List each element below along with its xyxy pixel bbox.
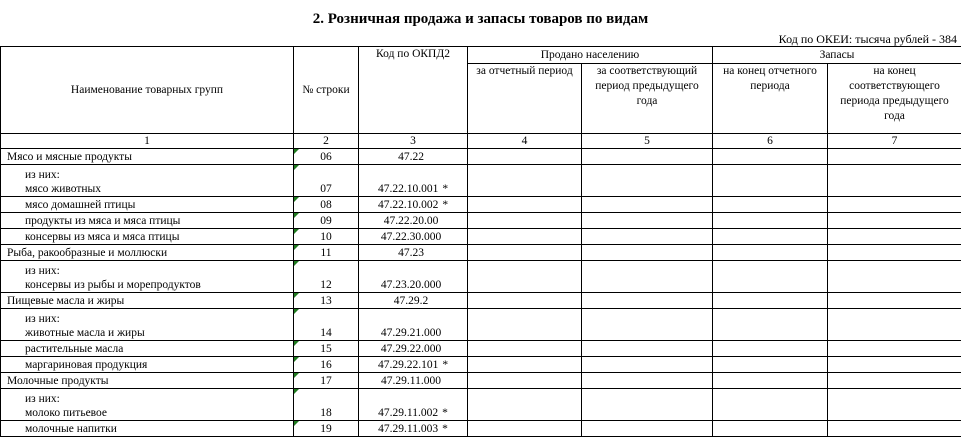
row-number: 16	[320, 359, 332, 371]
row-number: 17	[320, 375, 332, 387]
row-number-cell	[294, 309, 359, 341]
row-asterisk: *	[442, 407, 448, 419]
row-code-cell	[359, 421, 468, 437]
input-stock-previous[interactable]	[828, 341, 961, 357]
row-code: 47.23.20.000	[380, 279, 442, 291]
row-code-cell	[359, 389, 468, 421]
input-sold-previous[interactable]	[582, 341, 713, 357]
row-name: консервы из мяса и мяса птицы	[25, 231, 180, 243]
col-number-5: 5	[582, 134, 713, 149]
row-name: Мясо и мясные продукты	[7, 151, 132, 163]
input-sold-previous[interactable]	[582, 149, 713, 165]
input-sold-previous[interactable]	[582, 229, 713, 245]
input-stock-previous[interactable]	[828, 357, 961, 373]
input-sold-current[interactable]	[468, 261, 582, 293]
input-stock-current[interactable]	[713, 421, 828, 437]
input-sold-previous[interactable]	[582, 421, 713, 437]
row-code: 47.29.21.000	[380, 327, 442, 339]
row-code-cell	[359, 213, 468, 229]
row-code: 47.29.11.002	[378, 407, 439, 419]
row-number: 09	[320, 215, 332, 227]
input-sold-current[interactable]	[468, 341, 582, 357]
input-stock-previous[interactable]	[828, 293, 961, 309]
input-sold-previous[interactable]	[582, 245, 713, 261]
row-code-cell	[359, 341, 468, 357]
row-code-cell	[359, 357, 468, 373]
input-stock-previous[interactable]	[828, 165, 961, 197]
header-okpd2-code: Код по ОКПД2	[359, 47, 468, 134]
header-stock-current: на конец отчетного периода	[713, 64, 828, 134]
cell-marker	[294, 421, 299, 426]
input-stock-current[interactable]	[713, 373, 828, 389]
input-stock-current[interactable]	[713, 293, 828, 309]
row-asterisk	[424, 247, 428, 259]
row-code: 47.29.2	[393, 295, 429, 307]
row-number: 15	[320, 343, 332, 355]
input-stock-previous[interactable]	[828, 373, 961, 389]
row-number: 12	[320, 279, 332, 291]
input-stock-current[interactable]	[713, 389, 828, 421]
input-stock-current[interactable]	[713, 165, 828, 197]
row-number-cell	[294, 213, 359, 229]
row-number-cell	[294, 229, 359, 245]
row-number: 06	[320, 151, 332, 163]
row-asterisk	[424, 151, 428, 163]
row-name-cell	[1, 261, 294, 293]
row-code: 47.23	[398, 247, 424, 259]
input-stock-current[interactable]	[713, 149, 828, 165]
row-name-cell	[1, 213, 294, 229]
row-name-cell	[1, 341, 294, 357]
table-row	[1, 149, 961, 165]
row-asterisk	[441, 343, 445, 355]
row-asterisk: *	[442, 183, 449, 195]
cell-marker	[294, 229, 299, 234]
cell-marker	[294, 261, 299, 266]
row-code: 47.29.22.101	[377, 359, 439, 371]
table-row	[1, 373, 961, 389]
row-name: животные масла и жиры	[25, 327, 145, 339]
input-stock-previous[interactable]	[828, 261, 961, 293]
row-number: 18	[320, 407, 332, 419]
row-asterisk	[441, 327, 445, 339]
row-name: Рыба, ракообразные и моллюски	[7, 247, 168, 259]
row-name: продукты из мяса и мяса птицы	[25, 215, 181, 227]
col-number-4: 4	[468, 134, 582, 149]
input-sold-previous[interactable]	[582, 373, 713, 389]
cell-marker	[294, 357, 299, 362]
row-number-cell	[294, 261, 359, 293]
input-sold-previous[interactable]	[582, 309, 713, 341]
row-number-cell	[294, 421, 359, 437]
table-row	[1, 261, 961, 293]
input-sold-current[interactable]	[468, 245, 582, 261]
input-sold-current[interactable]	[468, 389, 582, 421]
row-number: 08	[320, 199, 332, 211]
form-title: 2. Розничная продажа и запасы товаров по видам	[312, 11, 649, 27]
row-name: Молочные продукты	[7, 375, 109, 387]
header-stock-previous: на конец соответствующего периода предыдущего года	[828, 64, 961, 134]
table-row	[1, 357, 961, 373]
table-row	[1, 341, 961, 357]
table-row	[1, 389, 961, 421]
input-sold-previous[interactable]	[582, 213, 713, 229]
of-which-label: из них:	[25, 313, 60, 325]
input-sold-previous[interactable]	[582, 357, 713, 373]
cell-marker	[294, 245, 299, 250]
row-name-cell	[1, 165, 294, 197]
row-name: молочные напитки	[25, 423, 117, 435]
input-stock-previous[interactable]	[828, 245, 961, 261]
table-row	[1, 421, 961, 437]
header-name: Наименование товарных групп	[1, 47, 294, 134]
table-row	[1, 165, 961, 197]
input-sold-current[interactable]	[468, 421, 582, 437]
row-name-cell	[1, 149, 294, 165]
row-asterisk	[438, 215, 442, 227]
input-stock-previous[interactable]	[828, 421, 961, 437]
row-code: 47.22	[398, 151, 424, 163]
input-sold-previous[interactable]	[582, 261, 713, 293]
row-name: Пищевые масла и жиры	[7, 295, 125, 307]
row-name-cell	[1, 245, 294, 261]
okei-unit-code: Код по ОКЕИ: тысяча рублей - 384	[778, 32, 957, 46]
input-stock-previous[interactable]	[828, 389, 961, 421]
input-stock-previous[interactable]	[828, 229, 961, 245]
input-stock-current[interactable]	[713, 245, 828, 261]
row-number-cell	[294, 293, 359, 309]
input-stock-previous[interactable]	[828, 213, 961, 229]
row-number: 10	[320, 231, 332, 243]
row-asterisk	[441, 279, 445, 291]
row-name: молоко питьевое	[25, 407, 108, 419]
row-number-cell	[294, 389, 359, 421]
row-asterisk: *	[442, 359, 449, 371]
cell-marker	[294, 197, 299, 202]
row-code-cell	[359, 149, 468, 165]
row-name: растительные масла	[25, 343, 124, 355]
row-name-cell	[1, 309, 294, 341]
cell-marker	[294, 293, 299, 298]
input-sold-current[interactable]	[468, 357, 582, 373]
row-asterisk	[441, 231, 445, 243]
row-number-cell	[294, 341, 359, 357]
row-name: маргариновая продукция	[25, 359, 148, 371]
row-number: 19	[320, 423, 332, 435]
row-name: мясо домашней птицы	[25, 199, 136, 211]
cell-marker	[294, 389, 299, 394]
row-name-cell	[1, 373, 294, 389]
row-name-cell	[1, 421, 294, 437]
input-stock-current[interactable]	[713, 213, 828, 229]
input-sold-current[interactable]	[468, 229, 582, 245]
input-stock-previous[interactable]	[828, 309, 961, 341]
row-asterisk	[441, 375, 445, 387]
input-sold-current[interactable]	[468, 197, 582, 213]
row-code-cell	[359, 245, 468, 261]
header-sold-current: за отчетный период	[468, 64, 582, 134]
col-number-1: 1	[1, 134, 294, 149]
cell-marker	[294, 373, 299, 378]
row-number: 14	[320, 327, 332, 339]
input-stock-current[interactable]	[713, 341, 828, 357]
row-name-cell	[1, 229, 294, 245]
row-name-cell	[1, 293, 294, 309]
of-which-label: из них:	[25, 393, 60, 405]
row-asterisk	[428, 295, 432, 307]
row-name-cell	[1, 357, 294, 373]
input-sold-previous[interactable]	[582, 197, 713, 213]
input-sold-current[interactable]	[468, 165, 582, 197]
of-which-label: из них:	[25, 169, 60, 181]
col-number-2: 2	[294, 134, 359, 149]
input-stock-current[interactable]	[713, 261, 828, 293]
row-code: 47.22.30.000	[380, 231, 442, 243]
row-name-cell	[1, 389, 294, 421]
input-stock-current[interactable]	[713, 197, 828, 213]
row-number: 13	[320, 295, 332, 307]
row-asterisk: *	[442, 199, 449, 211]
row-code-cell	[359, 309, 468, 341]
row-number-cell	[294, 149, 359, 165]
row-number-cell	[294, 197, 359, 213]
row-name-cell	[1, 197, 294, 213]
input-sold-current[interactable]	[468, 293, 582, 309]
row-code: 47.29.11.003	[378, 423, 439, 435]
cell-marker	[294, 213, 299, 218]
table-row	[1, 197, 961, 213]
row-code-cell	[359, 261, 468, 293]
row-code: 47.29.22.000	[380, 343, 442, 355]
row-code-cell	[359, 229, 468, 245]
row-code-cell	[359, 197, 468, 213]
col-number-7: 7	[828, 134, 961, 149]
header-sold-previous: за соответствующий период предыдущего года	[582, 64, 713, 134]
input-stock-previous[interactable]	[828, 149, 961, 165]
row-name: консервы из рыбы и морепродуктов	[25, 279, 201, 291]
input-sold-previous[interactable]	[582, 389, 713, 421]
input-sold-previous[interactable]	[582, 165, 713, 197]
row-number-cell	[294, 357, 359, 373]
cell-marker	[294, 309, 299, 314]
col-number-6: 6	[713, 134, 828, 149]
table-row	[1, 245, 961, 261]
input-stock-current[interactable]	[713, 229, 828, 245]
table-row	[1, 293, 961, 309]
input-sold-current[interactable]	[468, 309, 582, 341]
row-code-cell	[359, 165, 468, 197]
row-code-cell	[359, 373, 468, 389]
row-number-cell	[294, 373, 359, 389]
row-code: 47.22.10.002	[377, 199, 439, 211]
input-stock-previous[interactable]	[828, 197, 961, 213]
row-number-cell	[294, 165, 359, 197]
row-number: 07	[320, 183, 332, 195]
row-asterisk: *	[442, 423, 448, 435]
input-sold-current[interactable]	[468, 149, 582, 165]
retail-sales-table	[0, 46, 961, 437]
row-code: 47.29.11.000	[381, 375, 441, 387]
cell-marker	[294, 165, 299, 170]
row-number-cell	[294, 245, 359, 261]
row-code: 47.22.10.001	[377, 183, 439, 195]
col-number-3: 3	[359, 134, 468, 149]
cell-marker	[294, 149, 299, 154]
header-stock-group: Запасы	[713, 47, 961, 64]
row-code: 47.22.20.00	[383, 215, 439, 227]
input-sold-current[interactable]	[468, 373, 582, 389]
row-number: 11	[320, 247, 332, 259]
header-row-number: № строки	[294, 47, 359, 134]
table-row	[1, 229, 961, 245]
row-code-cell	[359, 293, 468, 309]
cell-marker	[294, 341, 299, 346]
of-which-label: из них:	[25, 265, 60, 277]
input-stock-current[interactable]	[713, 309, 828, 341]
input-sold-current[interactable]	[468, 213, 582, 229]
table-row	[1, 213, 961, 229]
row-name: мясо животных	[25, 183, 102, 195]
input-stock-current[interactable]	[713, 357, 828, 373]
table-row	[1, 309, 961, 341]
header-sold-group: Продано населению	[468, 47, 713, 64]
input-sold-previous[interactable]	[582, 293, 713, 309]
